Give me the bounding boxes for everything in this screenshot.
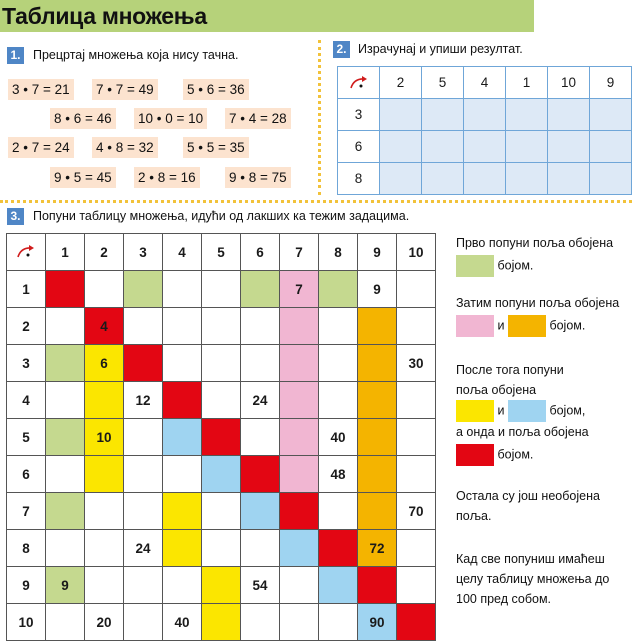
task2-answer-cell[interactable]: [464, 99, 506, 131]
table-cell[interactable]: [280, 345, 319, 382]
equation-item[interactable]: 5 • 5 = 35: [183, 137, 249, 158]
table-row: [7, 456, 436, 493]
legend-text: Остала су још необојена: [456, 489, 600, 503]
table-row-header: 4: [7, 382, 46, 419]
table-cell[interactable]: 70: [397, 493, 436, 530]
table-cell[interactable]: [280, 419, 319, 456]
legend-text: После тога попуни: [456, 363, 564, 377]
task2-answer-cell[interactable]: [590, 99, 632, 131]
table-row: [7, 382, 436, 419]
table-cell[interactable]: [358, 493, 397, 530]
table-cell[interactable]: [124, 567, 163, 604]
task2-answer-cell[interactable]: [548, 163, 590, 195]
table-cell[interactable]: [202, 382, 241, 419]
equation-item[interactable]: 7 • 4 = 28: [225, 108, 291, 129]
table-cell[interactable]: [241, 530, 280, 567]
table-cell[interactable]: [163, 493, 202, 530]
table-cell[interactable]: [280, 530, 319, 567]
legend-text: бојом.: [497, 447, 534, 462]
table-col-header: 4: [163, 234, 202, 271]
task2-answer-cell[interactable]: [380, 163, 422, 195]
table-cell[interactable]: [202, 271, 241, 308]
equation-item[interactable]: 5 • 6 = 36: [183, 79, 249, 100]
table-cell[interactable]: [85, 530, 124, 567]
task2-answer-cell[interactable]: [464, 131, 506, 163]
color-swatch-yellow: [456, 400, 494, 422]
legend-step2: [456, 293, 619, 337]
table-cell[interactable]: [163, 308, 202, 345]
table-cell[interactable]: [397, 567, 436, 604]
table-cell[interactable]: [319, 345, 358, 382]
table-cell[interactable]: [46, 308, 85, 345]
table-row: [7, 493, 436, 530]
table-cell[interactable]: [202, 308, 241, 345]
table-cell[interactable]: 7: [280, 271, 319, 308]
table-cell[interactable]: 40: [319, 419, 358, 456]
multiply-arrow-icon: [338, 67, 380, 99]
equation-item[interactable]: 9 • 8 = 75: [225, 167, 291, 188]
task2-col-header: 2: [380, 67, 422, 99]
legend-text: бојом,: [549, 403, 586, 418]
legend-text: Затим попуни поља обојена: [456, 296, 620, 310]
table-cell[interactable]: 90: [358, 604, 397, 641]
table-row-header: 3: [7, 345, 46, 382]
table-cell[interactable]: [241, 493, 280, 530]
equation-item[interactable]: 9 • 5 = 45: [50, 167, 116, 188]
table-cell[interactable]: [163, 456, 202, 493]
legend-text: целу таблицу множења до: [456, 572, 610, 586]
table-cell[interactable]: [397, 419, 436, 456]
table-cell[interactable]: 40: [163, 604, 202, 641]
task2-answer-cell[interactable]: [422, 99, 464, 131]
table-row: [7, 567, 436, 604]
table-cell[interactable]: 24: [241, 382, 280, 419]
task2-col-header: 4: [464, 67, 506, 99]
task2-col-header: 1: [506, 67, 548, 99]
equation-item[interactable]: 7 • 7 = 49: [92, 79, 158, 100]
table-row: [7, 308, 436, 345]
table-cell[interactable]: [358, 567, 397, 604]
table-cell[interactable]: [358, 419, 397, 456]
table-cell[interactable]: [358, 308, 397, 345]
table-cell[interactable]: [124, 456, 163, 493]
task2-col-header: 9: [590, 67, 632, 99]
table-cell[interactable]: [241, 308, 280, 345]
table-cell[interactable]: [319, 530, 358, 567]
equation-item[interactable]: 10 • 0 = 10: [134, 108, 207, 129]
table-row-header: 6: [7, 456, 46, 493]
table-cell[interactable]: [124, 419, 163, 456]
table-cell[interactable]: [85, 493, 124, 530]
table-col-header: 6: [241, 234, 280, 271]
title-bar: [0, 0, 534, 32]
table-cell[interactable]: [202, 604, 241, 641]
task2-answer-cell[interactable]: [590, 131, 632, 163]
task2-answer-cell[interactable]: [422, 131, 464, 163]
task2-col-header: 10: [548, 67, 590, 99]
table-cell[interactable]: 9: [46, 567, 85, 604]
table-row: [7, 345, 436, 382]
table-cell[interactable]: 72: [358, 530, 397, 567]
table-row: [7, 604, 436, 641]
page-title: Таблица множења: [2, 3, 207, 29]
legend-text: бојом.: [497, 258, 534, 273]
task1-instruction: Прецртај множења која нису тачна.: [33, 48, 239, 62]
task3-number: 3.: [7, 208, 24, 225]
table-cell[interactable]: [202, 419, 241, 456]
table-row-header: 1: [7, 271, 46, 308]
equation-item[interactable]: 8 • 6 = 46: [50, 108, 116, 129]
table-cell[interactable]: [46, 530, 85, 567]
multiply-arrow-icon: [7, 234, 46, 271]
legend-text: и: [497, 403, 505, 418]
table-cell[interactable]: [241, 345, 280, 382]
task2-row-header: 3: [338, 99, 380, 131]
table-cell[interactable]: [124, 493, 163, 530]
table-cell[interactable]: [280, 567, 319, 604]
color-swatch-pink: [456, 315, 494, 337]
table-cell[interactable]: 48: [319, 456, 358, 493]
task2-answer-cell[interactable]: [380, 99, 422, 131]
table-row-header: 9: [7, 567, 46, 604]
task2-table: [337, 66, 632, 195]
table-row-header: 2: [7, 308, 46, 345]
table-cell[interactable]: [319, 604, 358, 641]
table-col-header: 1: [46, 234, 85, 271]
table-cell[interactable]: [46, 456, 85, 493]
table-cell[interactable]: [319, 308, 358, 345]
table-cell[interactable]: [163, 382, 202, 419]
table-cell[interactable]: [124, 604, 163, 641]
legend-text: Прво попуни поља обојена: [456, 236, 614, 250]
table-row-header: 10: [7, 604, 46, 641]
color-swatch-red: [456, 444, 494, 466]
table-cell[interactable]: [163, 345, 202, 382]
separator-vertical: [318, 40, 321, 195]
table-cell[interactable]: [46, 382, 85, 419]
table-cell[interactable]: 6: [85, 345, 124, 382]
table-cell[interactable]: [241, 456, 280, 493]
table-cell[interactable]: 9: [358, 271, 397, 308]
table-cell[interactable]: [46, 345, 85, 382]
table-cell[interactable]: [85, 456, 124, 493]
table-col-header: 7: [280, 234, 319, 271]
task2-number: 2.: [333, 41, 350, 58]
table-cell[interactable]: 20: [85, 604, 124, 641]
legend-text: и: [497, 318, 505, 333]
multiplication-table: [6, 233, 436, 641]
table-cell[interactable]: [319, 567, 358, 604]
table-cell[interactable]: [280, 604, 319, 641]
task1-number: 1.: [7, 47, 24, 64]
separator-horizontal: [0, 200, 632, 203]
task2-row-header: 8: [338, 163, 380, 195]
table-cell[interactable]: [85, 567, 124, 604]
equation-item[interactable]: 3 • 7 = 21: [8, 79, 74, 100]
color-swatch-orange: [508, 315, 546, 337]
equation-item[interactable]: 2 • 8 = 16: [134, 167, 200, 188]
task2-answer-cell[interactable]: [506, 99, 548, 131]
legend-step5: [456, 549, 609, 609]
table-cell[interactable]: 4: [85, 308, 124, 345]
table-cell[interactable]: [358, 382, 397, 419]
color-swatch-green: [456, 255, 494, 277]
table-cell[interactable]: [397, 308, 436, 345]
table-col-header: 8: [319, 234, 358, 271]
legend-step1: [456, 233, 613, 277]
table-cell[interactable]: [319, 271, 358, 308]
task2-answer-cell[interactable]: [548, 131, 590, 163]
table-cell[interactable]: 12: [124, 382, 163, 419]
task2-answer-cell[interactable]: [422, 163, 464, 195]
task2-answer-cell[interactable]: [380, 131, 422, 163]
equation-item[interactable]: 4 • 8 = 32: [92, 137, 158, 158]
table-row-header: 8: [7, 530, 46, 567]
table-cell[interactable]: [319, 382, 358, 419]
table-cell[interactable]: [163, 419, 202, 456]
task2-instruction: Израчунај и упиши резултат.: [358, 42, 523, 56]
table-cell[interactable]: [202, 493, 241, 530]
table-cell[interactable]: [397, 382, 436, 419]
table-cell[interactable]: [280, 382, 319, 419]
task2-answer-cell[interactable]: [506, 163, 548, 195]
table-cell[interactable]: [163, 567, 202, 604]
table-cell[interactable]: 30: [397, 345, 436, 382]
table-cell[interactable]: [202, 530, 241, 567]
table-cell[interactable]: [241, 271, 280, 308]
table-row: [7, 271, 436, 308]
task2-answer-cell[interactable]: [590, 163, 632, 195]
table-cell[interactable]: [124, 345, 163, 382]
table-row: [7, 419, 436, 456]
table-cell[interactable]: [124, 271, 163, 308]
table-cell[interactable]: [85, 382, 124, 419]
table-cell[interactable]: [124, 308, 163, 345]
table-cell[interactable]: [46, 493, 85, 530]
table-cell[interactable]: [280, 456, 319, 493]
table-cell[interactable]: [85, 271, 124, 308]
legend-text: поља.: [456, 509, 492, 523]
legend-text: бојом.: [549, 318, 586, 333]
table-cell[interactable]: [163, 271, 202, 308]
task3-instruction: Попуни таблицу множења, идући од лакших ка тежим задацима.: [33, 209, 410, 223]
table-col-header: 5: [202, 234, 241, 271]
table-cell[interactable]: [202, 456, 241, 493]
table-cell[interactable]: [46, 271, 85, 308]
table-cell[interactable]: [397, 530, 436, 567]
table-col-header: 10: [397, 234, 436, 271]
color-swatch-blue: [508, 400, 546, 422]
task2-answer-cell[interactable]: [548, 99, 590, 131]
table-cell[interactable]: [397, 604, 436, 641]
table-cell[interactable]: [202, 567, 241, 604]
table-cell[interactable]: [46, 604, 85, 641]
table-cell[interactable]: 54: [241, 567, 280, 604]
table-cell[interactable]: [46, 419, 85, 456]
table-cell[interactable]: [397, 271, 436, 308]
legend-text: 100 пред собом.: [456, 592, 552, 606]
task2-row-header: 6: [338, 131, 380, 163]
table-cell[interactable]: [397, 456, 436, 493]
table-cell[interactable]: [358, 456, 397, 493]
table-cell[interactable]: [163, 530, 202, 567]
table-cell[interactable]: [280, 493, 319, 530]
table-row-header: 5: [7, 419, 46, 456]
table-row: [7, 530, 436, 567]
table-row-header: 7: [7, 493, 46, 530]
task2-answer-cell[interactable]: [464, 163, 506, 195]
legend-text: Кад све попуниш имаћеш: [456, 552, 605, 566]
table-cell[interactable]: [319, 493, 358, 530]
legend-step3: [456, 360, 589, 466]
table-cell[interactable]: [241, 604, 280, 641]
table-col-header: 9: [358, 234, 397, 271]
table-cell[interactable]: [202, 345, 241, 382]
table-cell[interactable]: [241, 419, 280, 456]
table-cell[interactable]: 10: [85, 419, 124, 456]
table-col-header: 3: [124, 234, 163, 271]
legend-text: а онда и поља обојена: [456, 425, 589, 439]
equation-item[interactable]: 2 • 7 = 24: [8, 137, 74, 158]
table-cell[interactable]: 24: [124, 530, 163, 567]
table-col-header: 2: [85, 234, 124, 271]
task2-answer-cell[interactable]: [506, 131, 548, 163]
table-cell[interactable]: [280, 308, 319, 345]
table-cell[interactable]: [358, 345, 397, 382]
legend-text: поља обојена: [456, 383, 537, 397]
task2-col-header: 5: [422, 67, 464, 99]
legend-step4: [456, 486, 600, 526]
